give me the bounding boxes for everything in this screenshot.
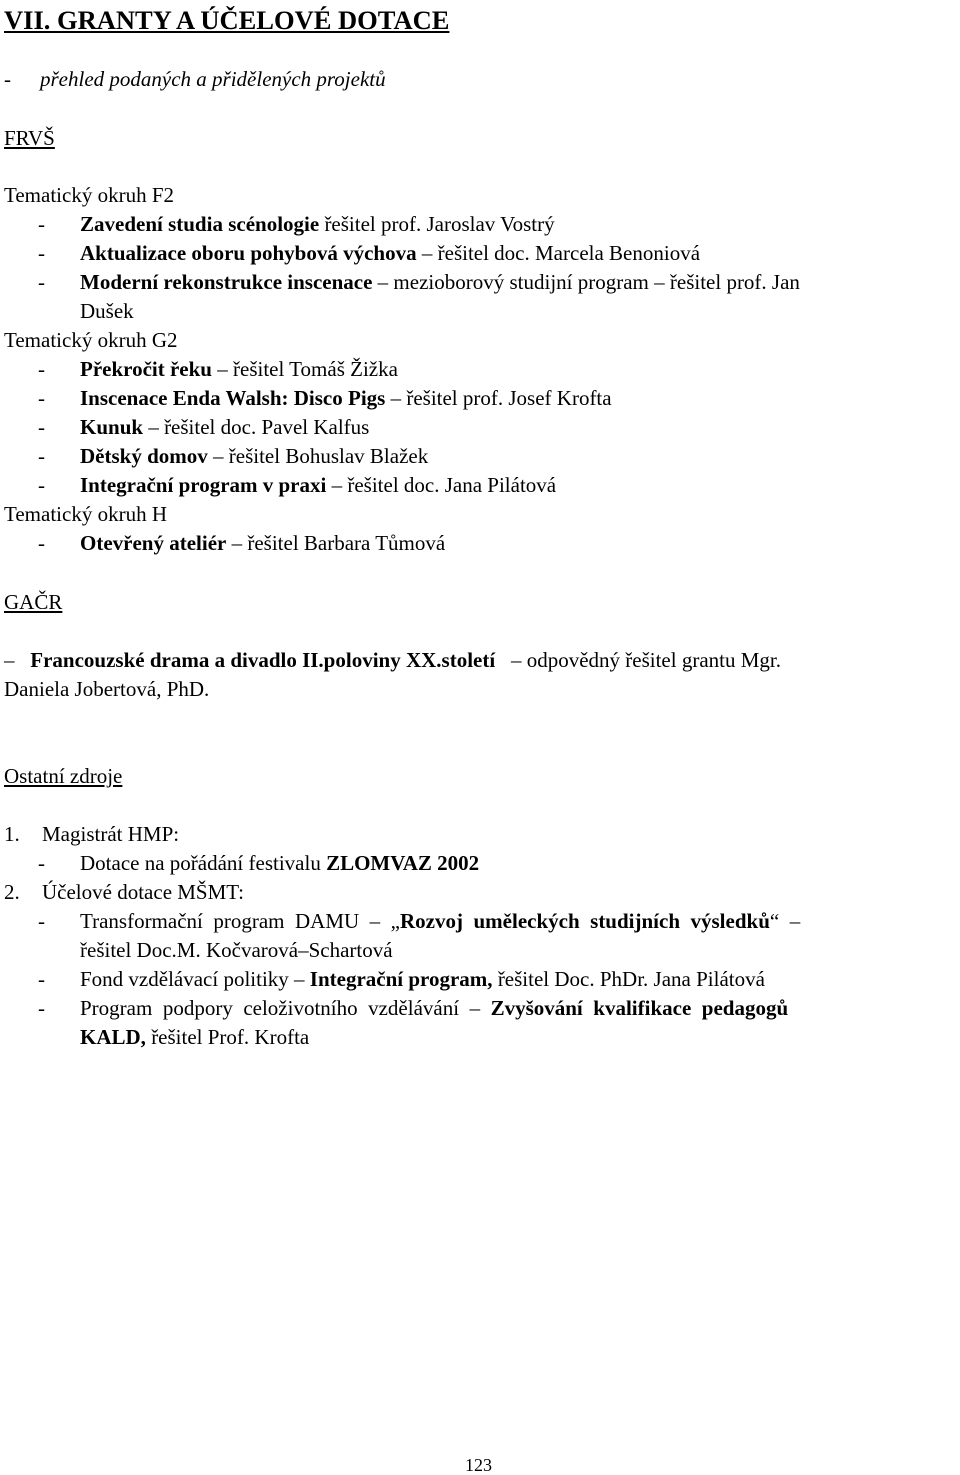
list-item: - bbox=[38, 241, 45, 265]
list-item: - bbox=[38, 967, 45, 991]
section-heading-frvs: FRVŠ bbox=[4, 126, 55, 150]
list-item: - bbox=[38, 212, 45, 236]
page-number: 123 bbox=[465, 1455, 492, 1475]
list-item-text: Dětský domov – řešitel Bohuslav Blažek bbox=[80, 444, 429, 468]
list-item: - bbox=[38, 909, 45, 933]
source-number: 2. bbox=[4, 880, 20, 904]
gacr-grant-line: – Francouzské drama a divadlo II.poloviny XX.století – odpovědný řešitel grantu Mgr. bbox=[4, 648, 781, 672]
list-item: - bbox=[38, 851, 45, 875]
list-item-text: Dotace na pořádání festivalu ZLOMVAZ 2002 bbox=[80, 851, 480, 875]
list-item-continuation: KALD, řešitel Prof. Krofta bbox=[80, 1025, 310, 1049]
source-label: Účelové dotace MŠMT: bbox=[42, 880, 244, 904]
list-item: - bbox=[38, 415, 45, 439]
list-item-text: Překročit řeku – řešitel Tomáš Žižka bbox=[80, 357, 398, 381]
list-item-text: Kunuk – řešitel doc. Pavel Kalfus bbox=[80, 415, 370, 439]
list-item-text: Fond vzdělávací politiky – Integrační program, řešitel Doc. PhDr. Jana Pilátová bbox=[80, 967, 765, 991]
group-label: Tematický okruh G2 bbox=[4, 328, 178, 352]
gacr-grant-continuation: Daniela Jobertová, PhD. bbox=[4, 677, 210, 701]
source-number: 1. bbox=[4, 822, 20, 846]
list-item: - bbox=[38, 996, 45, 1020]
list-item: - bbox=[38, 386, 45, 410]
group-label: Tematický okruh F2 bbox=[4, 183, 174, 207]
list-item-text: Zavedení studia scénologie řešitel prof. Jaroslav Vostrý bbox=[80, 212, 555, 236]
list-item-text: Transformační program DAMU – „Rozvoj uměleckých studijních výsledků“ – bbox=[80, 909, 801, 933]
source-label: Magistrát HMP: bbox=[42, 822, 180, 846]
list-item-continuation: řešitel Doc.M. Kočvarová–Schartová bbox=[80, 938, 393, 962]
list-item-continuation: Dušek bbox=[80, 299, 134, 323]
subtitle-line: - přehled podaných a přidělených projektů bbox=[4, 67, 386, 91]
chapter-title: VII. GRANTY A ÚČELOVÉ DOTACE bbox=[4, 5, 450, 35]
subtitle: přehled podaných a přidělených projektů bbox=[40, 67, 386, 91]
list-item-text: Aktualizace oboru pohybová výchova – řešitel doc. Marcela Benoniová bbox=[80, 241, 701, 265]
list-item-text: Program podpory celoživotního vzdělávání – Zvyšování kvalifikace pedagogů bbox=[80, 996, 789, 1020]
group-label: Tematický okruh H bbox=[4, 502, 167, 526]
list-item: - bbox=[38, 473, 45, 497]
list-item-text: Otevřený ateliér – řešitel Barbara Tůmová bbox=[80, 531, 446, 555]
section-heading-other: Ostatní zdroje bbox=[4, 764, 123, 788]
list-item: - bbox=[38, 270, 45, 294]
list-item: - bbox=[38, 357, 45, 381]
list-item: - bbox=[38, 444, 45, 468]
section-heading-gacr: GAČR bbox=[4, 590, 63, 614]
list-item: - bbox=[38, 531, 45, 555]
list-item-text: Moderní rekonstrukce inscenace – mezioborový studijní program – řešitel prof. Jan bbox=[80, 270, 800, 294]
list-item-text: Inscenace Enda Walsh: Disco Pigs – řešitel prof. Josef Krofta bbox=[80, 386, 612, 410]
list-item-text: Integrační program v praxi – řešitel doc. Jana Pilátová bbox=[80, 473, 557, 497]
